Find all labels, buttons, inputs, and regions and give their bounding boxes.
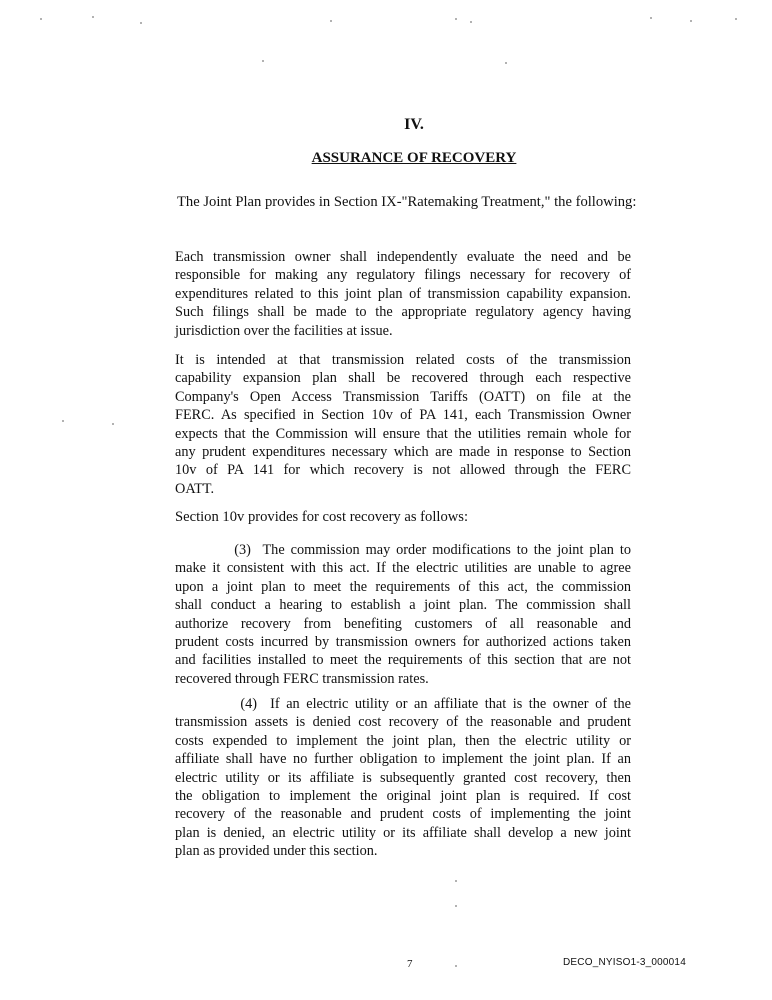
text-line: plan is denied, an electric utility or its affiliate shall develop a new joint <box>175 824 631 841</box>
section-title: ASSURANCE OF RECOVERY <box>311 150 517 166</box>
section-number: IV. <box>404 116 424 133</box>
text-line: FERC. As specified in Section 10v of PA 141, each Transmission Owner <box>175 407 631 424</box>
scan-speck <box>330 20 332 22</box>
text-line: expects that the Commission will ensure that the utilities remain whole for <box>175 425 631 442</box>
text-line: transmission assets is denied cost recovery of the reasonable and prudent <box>175 714 631 731</box>
scan-speck <box>690 20 692 22</box>
scan-speck <box>62 420 64 422</box>
text-line: expenditures related to this joint plan of transmission capability expansion. <box>175 285 631 302</box>
text-line: Each transmission owner shall independently evaluate the need and be <box>175 249 631 265</box>
text-line: upon a joint plan to meet the requirements of this act, the commission <box>175 578 631 595</box>
text-line: recovered through FERC transmission rates. <box>175 670 429 687</box>
text-line: costs expended to implement the joint plan, then the electric utility or <box>175 732 631 749</box>
text-line: capability expansion plan shall be recovered through each respective <box>175 370 631 387</box>
text-line: Company's Open Access Transmission Tariffs (OATT) on file at the <box>175 388 631 405</box>
text-line: the obligation to implement the original joint plan is required. If cost <box>175 788 631 805</box>
scan-speck <box>505 62 507 64</box>
text-line: shall conduct a hearing to establish a joint plan. The commission shall <box>175 597 631 614</box>
text-line: Such filings shall be made to the appropriate regulatory agency having <box>175 304 631 321</box>
text-line: 10v of PA 141 for which recovery is not allowed through the FERC <box>175 462 631 479</box>
bates-number: DECO_NYISO1-3_000014 <box>563 957 686 968</box>
scan-speck <box>262 60 264 62</box>
scan-speck <box>455 965 457 967</box>
scan-speck <box>455 880 457 882</box>
page-number: 7 <box>407 958 413 970</box>
text-line: recovery of the reasonable and prudent costs of implementing the joint <box>175 806 631 823</box>
text-line: authorize recovery from benefiting customers of all reasonable and <box>175 615 631 632</box>
text-line: plan as provided under this section. <box>175 843 378 860</box>
text-line: any prudent expenditures necessary which are made in response to Section <box>175 444 631 461</box>
scan-speck <box>40 18 42 20</box>
text-line: affiliate shall have no further obligation to implement the joint plan. If an <box>175 751 631 768</box>
text-line: and facilities installed to meet the requirements of this section that are not <box>175 652 631 669</box>
quoted-paragraph-1 <box>175 248 631 340</box>
intro-sentence: The Joint Plan provides in Section IX-"Ratemaking Treatment," the following: <box>177 194 637 210</box>
text-line: OATT. <box>175 480 215 497</box>
quoted-paragraph-2 <box>175 351 631 498</box>
subsection-3 <box>175 541 631 688</box>
text-line: electric utility or its affiliate is subsequently granted cost recovery, then <box>175 769 631 786</box>
scan-speck <box>455 905 457 907</box>
scan-speck <box>92 16 94 18</box>
scan-speck <box>140 22 142 24</box>
subsection-4 <box>175 695 631 861</box>
scan-speck <box>455 18 457 20</box>
scan-speck <box>650 17 652 19</box>
text-line: (3) The commission may order modifications to the joint plan to <box>175 542 631 558</box>
text-line: It is intended at that transmission related costs of the transmission <box>175 352 631 368</box>
text-line: make it consistent with this act. If the electric utilities are unable to agree <box>175 560 631 577</box>
text-line: (4) If an electric utility or an affiliate that is the owner of the <box>175 696 631 712</box>
scan-speck <box>470 21 472 23</box>
scan-speck <box>735 18 737 20</box>
section-10v-intro: Section 10v provides for cost recovery as follows: <box>175 509 469 525</box>
text-line: jurisdiction over the facilities at issue. <box>175 322 393 339</box>
scan-speck <box>112 423 114 425</box>
text-line: prudent costs incurred by transmission owners for authorized actions taken <box>175 634 631 651</box>
text-line: responsible for making any regulatory filings necessary for recovery of <box>175 267 631 284</box>
